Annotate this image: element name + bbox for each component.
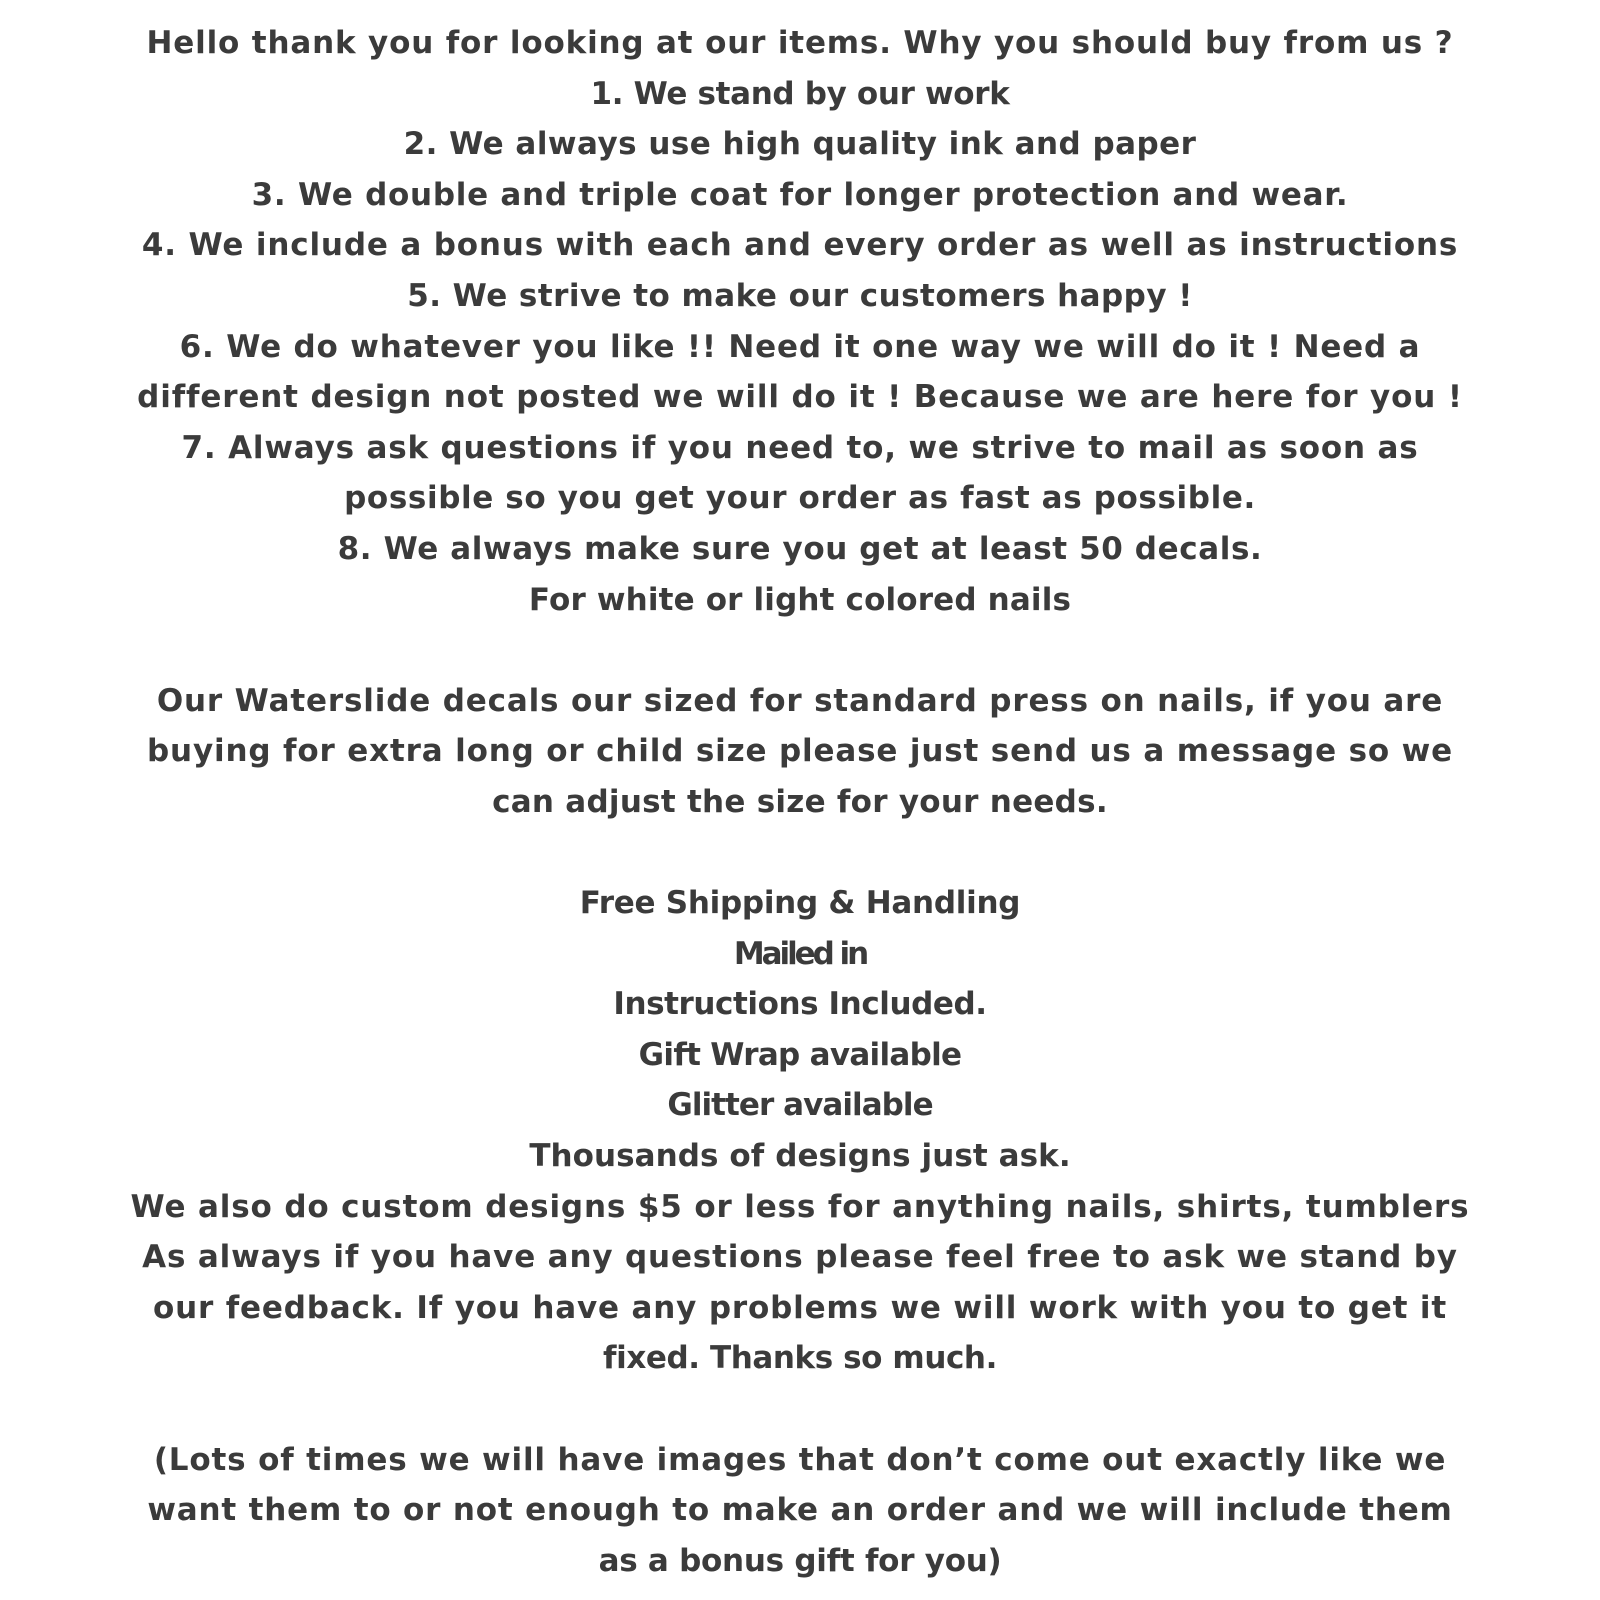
paragraph-spacer — [0, 828, 1600, 879]
reason-6-line-1: 6. We do whatever you like !! Need it one way we will do it ! Need a — [179, 328, 1421, 365]
bonus-note-line-1: (Lots of times we will have images that don’t come out exactly like we — [153, 1441, 1447, 1478]
reason-7-line-2: possible so you get your order as fast as possible. — [344, 480, 1256, 517]
shipping-line-3: Instructions Included. — [613, 986, 987, 1023]
sizing-line-3: can adjust the size for your needs. — [492, 783, 1108, 820]
reason-4: 4. We include a bonus with each and every order as well as instructions — [141, 227, 1459, 264]
reason-6-line-2: different design not posted we will do it ! Because we are here for you ! — [137, 379, 1463, 416]
sizing-line-2: buying for extra long or child size please just send us a message so we — [147, 733, 1453, 770]
shipping-line-5: Glitter available — [667, 1087, 933, 1124]
reason-1: 1. We stand by our work — [590, 75, 1010, 112]
shipping-line-7: We also do custom designs $5 or less for anything nails, shirts, tumblers — [130, 1188, 1470, 1225]
shipping-line-6: Thousands of designs just ask. — [529, 1138, 1071, 1175]
shipping-line-1: Free Shipping & Handling — [579, 885, 1021, 922]
bonus-note-line-2: want them to or not enough to make an order and we will include them — [147, 1492, 1453, 1529]
reason-3: 3. We double and triple coat for longer protection and wear. — [251, 176, 1349, 213]
reason-7-line-1: 7. Always ask questions if you need to, we strive to mail as soon as — [181, 429, 1419, 466]
bonus-note-line-3: as a bonus gift for you) — [598, 1542, 1002, 1579]
reason-2: 2. We always use high quality ink and paper — [403, 126, 1197, 163]
reason-8: 8. We always make sure you get at least 50 decals. — [337, 530, 1263, 567]
listing-description — [0, 18, 1600, 1586]
shipping-line-10: fixed. Thanks so much. — [603, 1340, 997, 1377]
paragraph-spacer — [0, 1384, 1600, 1435]
shipping-line-9: our feedback. If you have any problems we will work with you to get it — [152, 1289, 1448, 1326]
shipping-line-4: Gift Wrap available — [638, 1036, 962, 1073]
reason-5: 5. We strive to make our customers happy ! — [407, 277, 1193, 314]
paragraph-spacer — [0, 625, 1600, 676]
shipping-line-2: Mailed in — [733, 935, 867, 972]
shipping-line-8: As always if you have any questions please feel free to ask we stand by — [142, 1239, 1458, 1276]
intro-line: Hello thank you for looking at our items. Why you should buy from us ? — [146, 25, 1454, 61]
sizing-line-1: Our Waterslide decals our sized for standard press on nails, if you are — [156, 682, 1444, 719]
nail-color-note: For white or light colored nails — [528, 581, 1072, 618]
